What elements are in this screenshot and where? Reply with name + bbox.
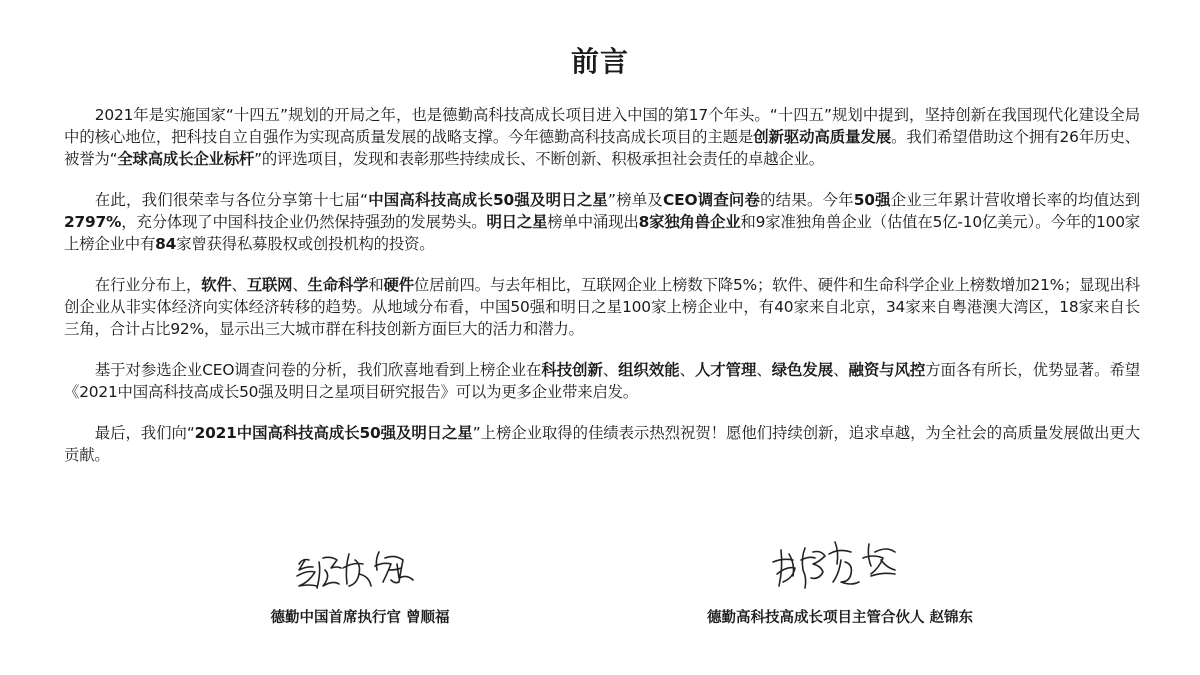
paragraph-text: 。我们希望借助这个拥有26年历史、被誉为“: [64, 128, 1140, 168]
paragraph-text: 和: [368, 276, 384, 294]
paragraph-text: 的结果。今年: [760, 191, 854, 209]
paragraph-text: 家曾获得私募股权或创投机构的投资。: [176, 235, 435, 253]
paragraph-text: 方面各有所长，优势显著。希望《2021中国高科技高成长50强及明日之星项目研究报告》可以为更多企业带来启发。: [64, 361, 1140, 401]
emphasis-text: 人才管理: [694, 361, 757, 379]
paragraph-text: 位居前四。与去年相比，互联网企业上榜数下降5%；软件、硬件和生命科学企业上榜数增加21%；显现出科创企业从非实体经济向实体经济转移的趋势。从地域分布看，中国50强和明日之星100家上榜企业中，有40家来自北京，34家来自粤港澳大湾区，18家来自长三角，合计占比92%，显示出三大城市群在科技创新方面巨大的活力和潜力。: [64, 276, 1140, 338]
paragraph-text: ”榜单及: [608, 191, 664, 209]
paragraph-text: 、: [602, 361, 619, 379]
page-title: 前言: [570, 45, 629, 78]
signature-caption-right: 德勤高科技高成长项目主管合伙人 赵锦东: [706, 610, 974, 626]
signature-block-right: [660, 530, 1020, 627]
paragraph-text: 榜单中涌现出: [547, 213, 639, 231]
paragraph-text: 基于对参选企业CEO调查问卷的分析，我们欣喜地看到上榜企业在: [94, 361, 542, 379]
paragraph-text: ”的评选项目，发现和表彰那些持续成长、不断创新、积极承担社会责任的卓越企业。: [254, 150, 824, 168]
paragraph-text: 、: [833, 361, 849, 379]
paragraph-text: 、: [231, 276, 247, 294]
paragraph-text: 在行业分布上，: [94, 276, 202, 294]
preface-paragraph: [64, 104, 1140, 170]
paragraph-text: 2021年是实施国家“十四五”规划的开局之年，也是德勤高科技高成长项目进入中国的第17个年头。“十四五”规划中提到，坚持创新在我国现代化建设全局中的核心地位，把科技自立自强作为实现高质量发展的战略支撑。今年德勤高科技高成长项目的主题是: [64, 106, 1140, 146]
handwritten-signature-icon: [765, 530, 915, 598]
paragraph-text: 、: [292, 276, 308, 294]
signature-caption-left: 德勤中国首席执行官 曾顺福: [270, 610, 450, 626]
emphasis-text: 84: [155, 235, 177, 253]
emphasis-text: 中国高科技高成长50强及明日之星: [367, 191, 609, 209]
emphasis-text: 绿色发展: [771, 361, 834, 379]
paragraph-text: 在此，我们很荣幸与各位分享第十七届“: [94, 191, 368, 209]
paragraph-text: 和9家准独角兽企业（估值在5亿-10亿美元）。今年的100家上榜企业中有: [64, 213, 1141, 253]
emphasis-text: 生命科学: [307, 276, 369, 294]
emphasis-text: 软件: [201, 276, 232, 294]
preface-paragraph: [64, 422, 1140, 466]
paragraph-text: 企业三年累计营收增长率的均值达到: [890, 191, 1140, 209]
paragraph-text: ”上榜企业取得的佳绩表示热烈祝贺！愿他们持续创新，追求卓越，为全社会的高质量发展做出更大贡献。: [64, 424, 1140, 464]
emphasis-text: 8家独角兽企业: [638, 213, 741, 231]
emphasis-text: 明日之星: [486, 213, 548, 231]
paragraph-text: 最后，我们向“: [94, 424, 195, 442]
emphasis-text: 组织效能: [618, 361, 680, 379]
emphasis-text: 全球高成长企业标杆: [117, 150, 255, 168]
emphasis-text: 2797%: [64, 213, 122, 231]
emphasis-text: 2021中国高科技高成长50强及明日之星: [194, 424, 473, 442]
emphasis-text: 50强: [853, 191, 891, 209]
preface-paragraph: [64, 274, 1140, 340]
emphasis-text: 融资与风控: [848, 361, 926, 379]
paragraph-text: 、: [756, 361, 772, 379]
paragraph-text: 、: [679, 361, 695, 379]
signature-block-left: [240, 540, 480, 627]
paragraph-text: ，充分体现了中国科技企业仍然保持强劲的发展势头。: [121, 213, 487, 231]
preface-paragraph: [64, 359, 1140, 403]
handwritten-signature-icon: [285, 540, 435, 598]
emphasis-text: 创新驱动高质量发展: [753, 128, 892, 146]
preface-body: [64, 104, 1140, 485]
preface-paragraph: [64, 189, 1140, 255]
emphasis-text: CEO调查问卷: [663, 191, 761, 209]
emphasis-text: 硬件: [383, 276, 414, 294]
emphasis-text: 科技创新: [541, 361, 603, 379]
emphasis-text: 互联网: [246, 276, 293, 294]
